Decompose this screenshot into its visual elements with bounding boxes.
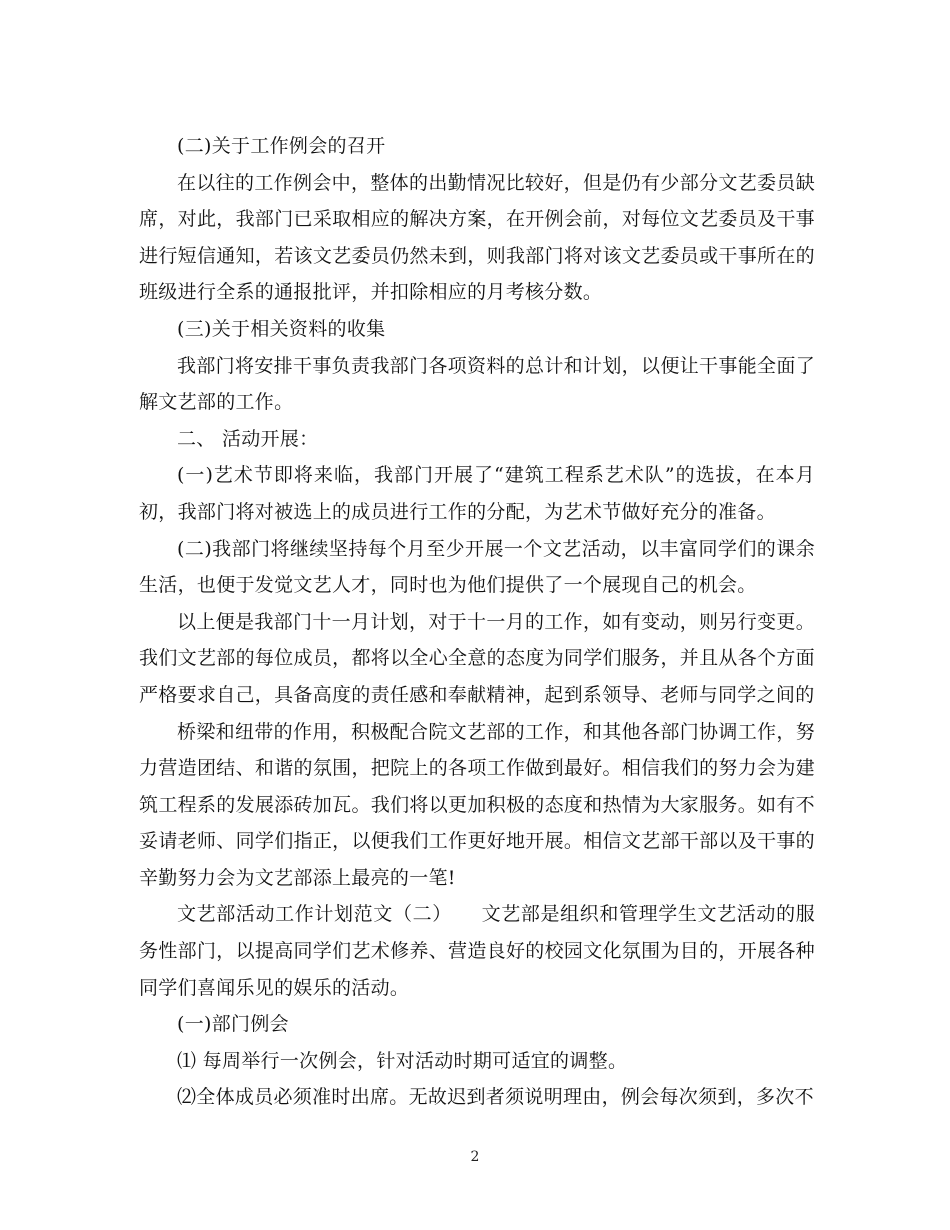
paragraph-meeting-attendance: 在以往的工作例会中，整体的出勤情况比较好，但是仍有少部分文艺委员缺席，对此，我部门已采取相应的解决方案，在开例会前，对每位文艺委员及干事进行短信通知，若该文艺委员仍然未到，则我部门将对该文艺委员或干事所在的班级进行全系的通报批评，并扣除相应的月考核分数。 — [139, 171, 815, 304]
paragraph-sample-two: 文艺部活动工作计划范文（二） 文艺部是组织和管理学生文艺活动的服务性部门，以提高同学们艺术修养、营造良好的校园文化氛围为目的，开展各种同学们喜闻乐见的娱乐的活动。 — [139, 903, 815, 999]
section-heading-department-meeting: (一)部门例会 — [177, 1013, 289, 1036]
paragraph-bridge-role: 桥梁和纽带的作用，积极配合院文艺部的工作，和其他各部门协调工作，努力营造团结、和谐的氛围，把院上的各项工作做到最好。相信我们的努力会为建筑工程系的发展添砖加瓦。我们将以更加积极的态度和热情为大家服务。如有不妥请老师、同学们指正，以便我们工作更好地开展。相信文艺部干部以及干事的辛勤努力会为文艺部添上最亮的一笔! — [139, 720, 815, 889]
paragraph-november-plan: 以上便是我部门十一月计划，对于十一月的工作，如有变动，则另行变更。我们文艺部的每位成员，都将以全心全意的态度为同学们服务，并且从各个方面严格要求自己，具备高度的责任感和奉献精神，起到系领导、老师与同学之间的 — [139, 610, 815, 706]
paragraph-monthly-activity: (二)我部门将继续坚持每个月至少开展一个文艺活动，以丰富同学们的课余生活，也便于发觉文艺人才，同时也为他们提供了一个展现自己的机会。 — [139, 537, 815, 597]
paragraph-materials: 我部门将安排干事负责我部门各项资料的总计和计划，以便让干事能全面了解文艺部的工作。 — [139, 354, 815, 414]
list-item-weekly-meeting: ⑴ 每周举行一次例会，针对活动时期可适宜的调整。 — [177, 1049, 628, 1072]
document-body — [139, 128, 815, 1116]
section-heading-materials: (三)关于相关资料的收集 — [177, 317, 386, 340]
section-heading-activities: 二、 活动开展： — [177, 427, 319, 450]
list-item-attendance-rule: ⑵全体成员必须准时出席。无故迟到者须说明理由，例会每次须到，多次不 — [177, 1086, 814, 1109]
paragraph-art-festival: (一)艺术节即将来临，我部门开展了“建筑工程系艺术队”的选拔，在本月初，我部门将对被选上的成员进行工作的分配，为艺术节做好充分的准备。 — [139, 464, 815, 523]
section-heading-meetings: (二)关于工作例会的召开 — [177, 135, 386, 157]
page-number: 2 — [470, 1149, 480, 1165]
